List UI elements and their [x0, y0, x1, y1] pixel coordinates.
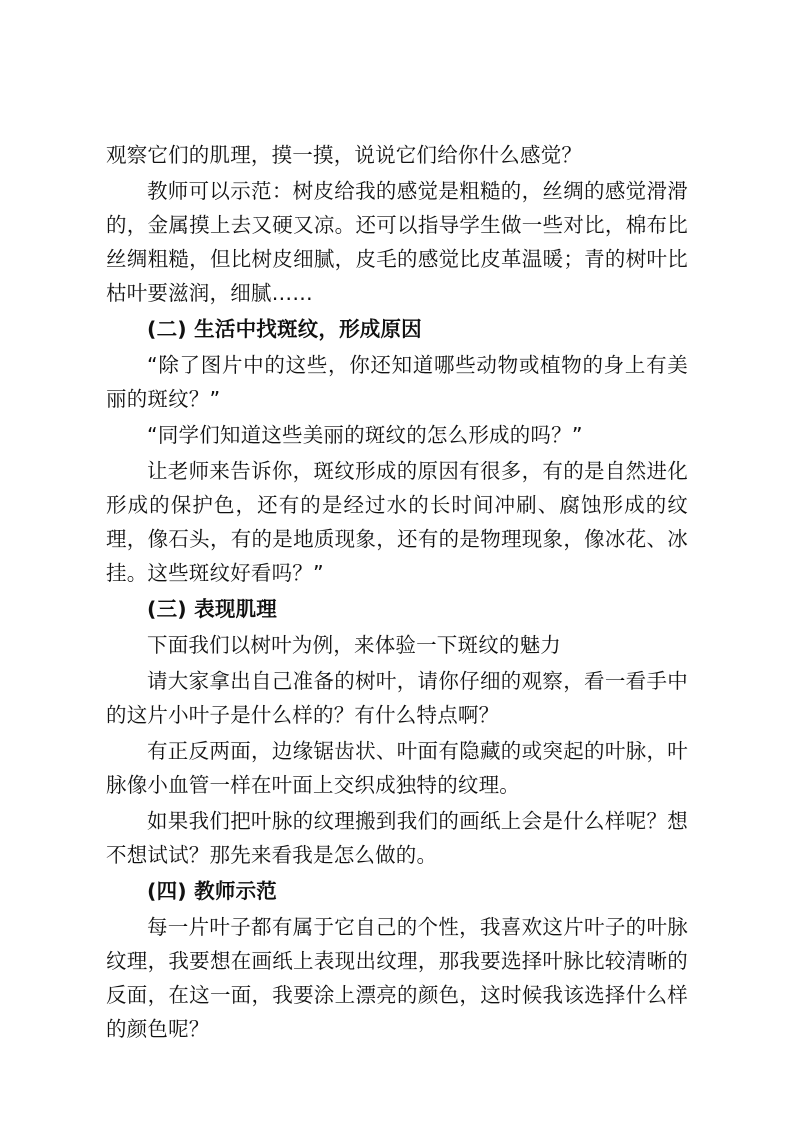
section-heading-3: (三) 表现肌理: [147, 597, 277, 621]
document-body: [106, 138, 688, 1046]
paragraph-5: 让老师来告诉你，斑纹形成的原因有很多，有的是自然进化形成的保护色，还有的是经过水的长时间冲刷、腐蚀形成的纹理，像石头，有的是地质现象，还有的是物理现象，像冰花、冰挂。这些斑纹好看吗？”: [106, 459, 688, 585]
paragraph-10: 每一片叶子都有属于它自己的个性，我喜欢这片叶子的叶脉纹理，我要想在画纸上表现出纹理，那我要选择叶脉比较清晰的反面，在这一面，我要涂上漂亮的颜色，这时候我该选择什么样的颜色呢？: [106, 915, 688, 1041]
section-heading-2: (二) 生活中找斑纹，形成原因: [147, 317, 422, 341]
section-heading-4: (四) 教师示范: [147, 879, 277, 903]
paragraph-3: “除了图片中的这些，你还知道哪些动物或植物的身上有美丽的斑纹？”: [106, 353, 688, 411]
paragraph-8: 有正反两面，边缘锯齿状、叶面有隐藏的或突起的叶脉，叶脉像小血管一样在叶面上交织成独特的纹理。: [106, 739, 688, 797]
paragraph-1: 观察它们的肌理，摸一摸，说说它们给你什么感觉？: [106, 143, 583, 167]
paragraph-2: 教师可以示范：树皮给我的感觉是粗糙的，丝绸的感觉滑滑的，金属摸上去又硬又凉。还可以指导学生做一些对比，棉布比丝绸粗糙，但比树皮细腻，皮毛的感觉比皮革温暖；青的树叶比枯叶要滋润，细腻……: [106, 179, 688, 305]
paragraph-4: “同学们知道这些美丽的斑纹的怎么形成的吗？”: [147, 423, 583, 447]
paragraph-9: 如果我们把叶脉的纹理搬到我们的画纸上会是什么样呢？想不想试试？那先来看我是怎么做的。: [106, 809, 688, 867]
paragraph-6: 下面我们以树叶为例，来体验一下斑纹的魅力: [147, 633, 561, 657]
paragraph-7: 请大家拿出自己准备的树叶，请你仔细的观察，看一看手中的这片小叶子是什么样的？有什么特点啊？: [106, 669, 688, 727]
